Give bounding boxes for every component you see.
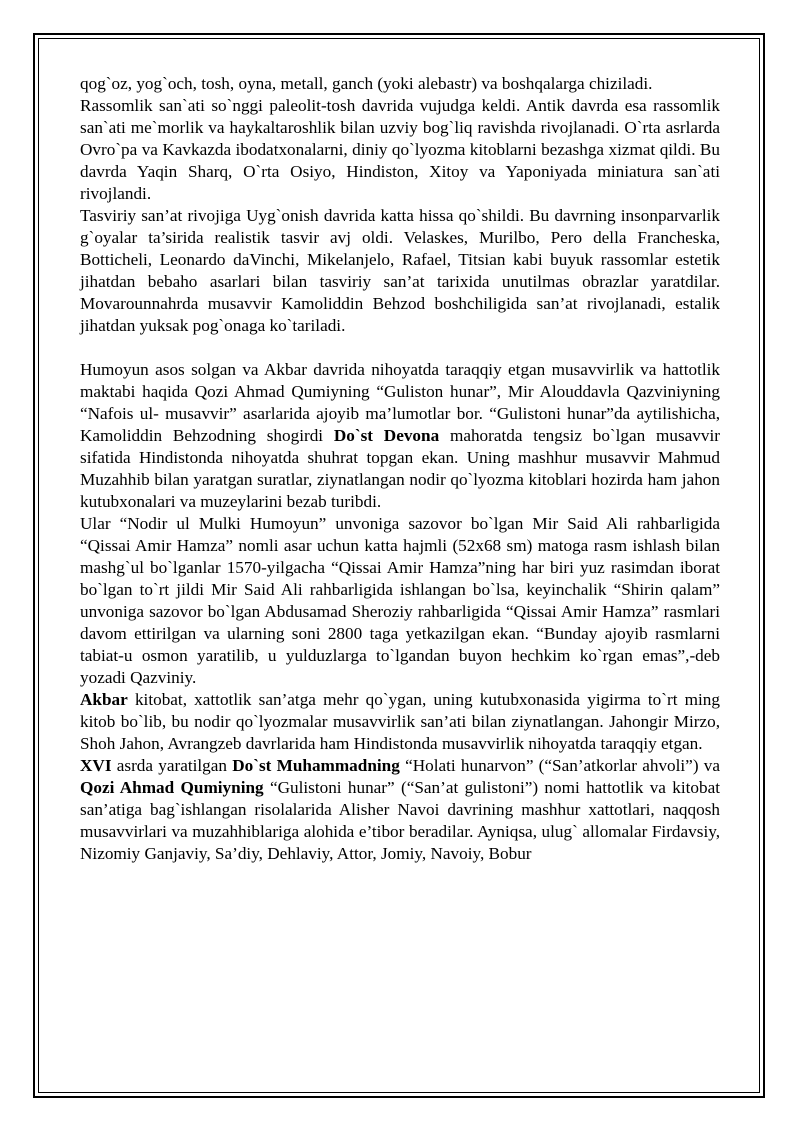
paragraph-renaissance xyxy=(80,205,720,337)
text: “Gulistoni hunar” (“San’at gulistoni”) nomi hattotlik va kitobat san’atiga bag`ishlangan risolalarida Alisher Navoi davrining mashhur xattotlari, naqqosh musavvirlari va muzahhiblariga alohida e’tibor beradilar. Ayniqsa, ulug` allomalar Firdavsiy, Nizomiy Ganjaviy, Sa’diy, Dehlaviy, Attor, Jomiy, Navoiy, Bobur xyxy=(80,778,720,863)
text: qog`oz, yog`och, tosh, oyna, metall, ganch (yoki alebastr) va boshqalarga chiziladi. xyxy=(80,74,653,93)
paragraph-painting-origins xyxy=(80,95,720,205)
text: Ular “Nodir ul Mulki Humoyun” unvoniga sazovor bo`lgan Mir Said Ali rahbarligida “Qissai Amir Hamza” nomli asar uchun katta hajmli (52x68 sm) matoga rasm ishlash bilan mashg`ul bo`lganlar 1570-yilgacha “Qissai Amir Hamza”ning har biri yuz rasimdan iborat bo`lgan to`rt jildi Mir Said Ali rahbarligida ishlangan bo`lsa, keyinchalik “Shirin qalam” unvoniga sazovor bo`lgan Abdusamad Sheroziy rahbarligida “Qissai Amir Hamza” rasmlari davom ettirilgan va ularning soni 2800 taga yetkazilgan ekan. “Bunday ajoyib rasmlarni tabiat-u osmon yaratilib, u yulduzlarga to`lgandan buyon hechkim ko`rgan emas”,-deb yozadi Qazviniy. xyxy=(80,514,720,687)
text: mahoratda tengsiz bo`lgan musavvir sifatida Hindistonda nihoyatda shuhrat topgan ekan. Uning mashhur musavvir Mahmud Muzahhib bilan yaratgan suratlar, ziynatlangan nodir qo`lyozma kitoblari hozirda ham jahon kutubxonalari va muzeylarini bezab turibdi. xyxy=(80,426,720,511)
text: Humoyun asos solgan va Akbar davrida nihoyatda taraqqiy etgan musavvirlik va hattotlik maktabi haqida Qozi Ahmad Qumiyning “Guliston hunar”, Mir Alouddavla Qazviniyning “Nafois ul- musavvir” asarlarida ajoyib ma’lumotlar bor. “Gulistoni hunar”da aytilishicha, Kamoliddin Behzodning shogirdi xyxy=(80,360,720,445)
paragraph-gap xyxy=(80,337,720,359)
bold-name: Akbar xyxy=(80,690,128,709)
text: “Holati hunarvon” (“San’atkorlar ahvoli”) va xyxy=(399,756,721,775)
bold-name: XVI xyxy=(80,756,112,775)
paragraph-materials xyxy=(80,73,720,95)
document-body xyxy=(80,73,720,865)
text: Tasviriy san’at rivojiga Uyg`onish davrida katta hissa qo`shildi. Bu davrning insonparvarlik g`oyalar ta’sirida realistik tasvir avj oldi. Velaskes, Murilbo, Pero della Francheska, Botticheli, Leonardo daVinchi, Mikelanjelo, Rafael, Titsian kabi buyuk rassomlar estetik jihatdan bebaho asarlari bilan tasviriy san’at tarixida unutilmas obrazlar yaratdilar. Movarounnahrda musavvir Kamoliddin Behzod boshchiligida san’at rivojlanadi, estalik jihatdan yuksak pog`onaga ko`tariladi. xyxy=(80,206,720,335)
paragraph-akbar xyxy=(80,689,720,755)
text: asrda yaratilgan xyxy=(111,756,233,775)
bold-name: Do`st Muhammadning xyxy=(232,756,400,775)
paragraph-qissai-amir-hamza xyxy=(80,513,720,689)
bold-name: Qozi Ahmad Qumiyning xyxy=(80,778,264,797)
paragraph-xvi-century xyxy=(80,755,720,865)
text: Rassomlik san`ati so`nggi paleolit-tosh davrida vujudga keldi. Antik davrda esa rassomlik san`ati me`morlik va haykaltaroshlik bilan uzviy bog`liq ravishda rivojlanadi. O`rta asrlarda Ovro`pa va Kavkazda ibodatxonalarni, diniy qo`lyozma kitoblarni bezashga xizmat qildi. Bu davrda Yaqin Sharq, O`rta Osiyo, Hindiston, Xitoy va Yaponiyada miniatura san`ati rivojlandi. xyxy=(80,96,720,203)
bold-name: Do`st Devona xyxy=(333,426,440,445)
text: kitobat, xattotlik san’atga mehr qo`ygan, uning kutubxonasida yigirma to`rt ming kitob bo`lib, bu nodir qo`lyozmalar musavvirlik san’ati bilan ziynatlangan. Jahongir Mirzo, Shoh Jahon, Avrangzeb davrlarida ham Hindistonda musavvirlik nihoyatda taraqqiy etgan. xyxy=(80,690,720,753)
paragraph-humoyun-school xyxy=(80,359,720,513)
